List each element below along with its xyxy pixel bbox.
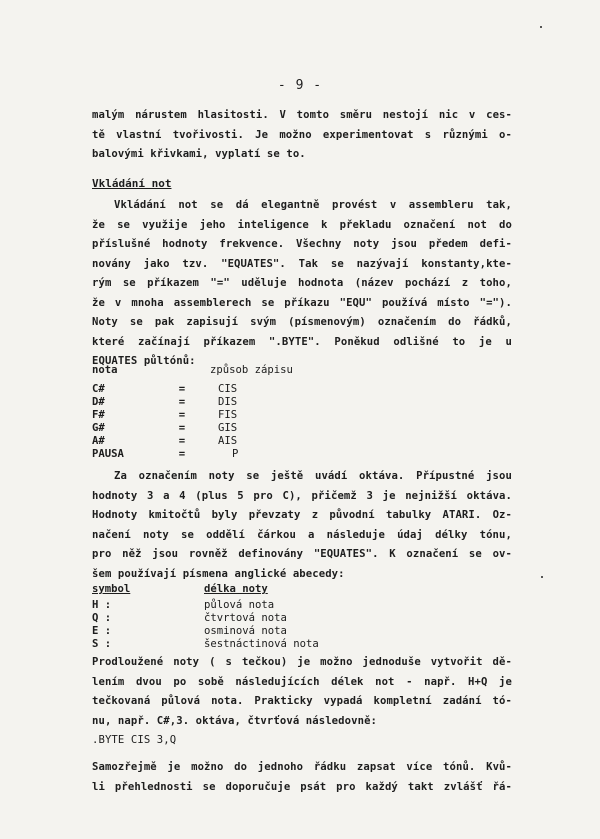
cell-zapis: P: [232, 448, 239, 460]
cell-nota: D#: [92, 396, 105, 408]
section-title: Vkládání not: [92, 177, 172, 190]
header-zapis: způsob zápisu: [210, 364, 293, 376]
duration-table: [92, 583, 319, 651]
paragraph-more-notes: [92, 758, 512, 797]
text-line: že se využije jeho inteligence k překladu označení not do: [92, 218, 512, 231]
text-line: EQUATES půltónů:: [92, 355, 196, 367]
cell-eq: =: [178, 448, 186, 460]
table-row: [92, 448, 293, 461]
table-row: [92, 396, 293, 409]
cell-delka: půlová nota: [204, 599, 275, 611]
page-number: - 9 -: [277, 78, 323, 93]
intro-paragraph: [92, 106, 512, 165]
cell-nota: F#: [92, 409, 105, 421]
header-symbol: symbol: [92, 583, 131, 595]
cell-nota: PAUSA: [92, 448, 124, 460]
text-line: Samozřejmě je možno do jednoho řádku zapsat více tónů. Kvů-: [92, 761, 512, 773]
cell-symbol: H :: [92, 599, 112, 611]
paragraph-octave: [92, 467, 512, 584]
cell-symbol: S :: [92, 638, 112, 650]
cell-zapis: DIS: [218, 396, 238, 408]
cell-symbol: Q :: [92, 612, 112, 624]
text-line: lením dvou po sobě následujících délek not - např. H+Q je: [92, 675, 512, 688]
cell-delka: čtvrtová nota: [204, 612, 287, 624]
text-line: šem používají písmena anglické abecedy:: [92, 567, 345, 580]
table-row: [92, 409, 293, 422]
table-row: [92, 435, 293, 448]
text-line: malým nárustem hlasitosti. V tomto směru nestojí nic v ces-: [92, 109, 512, 121]
cell-eq: =: [178, 396, 186, 408]
code-line: .BYTE CIS 3,Q: [92, 734, 177, 746]
text-line: balovými křivkami, vyplatí se to.: [92, 148, 306, 160]
header-nota: nota: [92, 364, 118, 376]
cell-eq: =: [178, 422, 186, 434]
table-header-row: [92, 364, 293, 377]
table-header-row: [92, 583, 319, 596]
text-line: li přehlednosti se doporučuje psát pro každý takt zvlášť řá-: [92, 780, 512, 793]
cell-zapis: CIS: [218, 383, 238, 395]
text-line: pro něž jsou rovněž definovány "EQUATES". K označení se ov-: [92, 548, 512, 560]
scan-speck: [540, 26, 542, 28]
text-line: tě vlastní tvořivosti. Je možno experimentovat s různými o-: [92, 128, 512, 141]
cell-zapis: GIS: [218, 422, 238, 434]
cell-nota: C#: [92, 383, 105, 395]
cell-zapis: AIS: [218, 435, 238, 447]
text-line: Noty se pak zapisují svým (písmenovým) označením do řádků,: [92, 316, 512, 328]
paragraph-dotted-notes: [92, 653, 512, 731]
table-row: [92, 383, 293, 396]
table-row: [92, 638, 319, 651]
scan-speck: [541, 576, 543, 578]
table-row: [92, 612, 319, 625]
text-line: Hodnoty kmitočtů byly převzaty z původní tabulky ATARI. Oz-: [92, 509, 512, 521]
cell-nota: A#: [92, 435, 105, 447]
text-line: Za označením noty se ještě uvádí oktáva. Přípustné jsou: [114, 470, 512, 482]
cell-delka: osminová nota: [204, 625, 287, 637]
cell-eq: =: [178, 383, 186, 395]
table-row: [92, 422, 293, 435]
cell-eq: =: [178, 409, 186, 421]
text-line: rým se příkazem "=" uděluje hodnota (název pochází z toho,: [92, 277, 512, 289]
cell-delka: šestnáctinová nota: [204, 638, 319, 650]
text-line: načení noty se oddělí čárkou a následuje údaj délky tónu,: [92, 528, 512, 541]
text-line: Prodloužené noty ( s tečkou) je možno jednoduše vytvořit dě-: [92, 656, 512, 668]
header-delka: délka noty: [204, 583, 268, 595]
paragraph-notes-intro: [92, 196, 512, 372]
cell-zapis: FIS: [218, 409, 238, 421]
table-row: [92, 625, 319, 638]
text-line: že v mnoha assemblerech se příkazu "EQU" používá místo "=").: [92, 296, 512, 309]
text-line: které začínají příkazem ".BYTE". Poněkud odlišné to je u: [92, 335, 512, 348]
text-line: příslušné hodnoty frekvence. Všechny noty jsou předem defi-: [92, 238, 512, 250]
text-line: hodnoty 3 a 4 (plus 5 pro C), přičemž 3 je nejnižší oktáva.: [92, 489, 512, 502]
text-line: Vkládání not se dá elegantně provést v assembleru tak,: [114, 199, 512, 211]
cell-eq: =: [178, 435, 186, 447]
cell-nota: G#: [92, 422, 105, 434]
text-line: tečkovaná půlová nota. Prakticky vypadá kompletní zadání tó-: [92, 695, 512, 707]
code-example: [92, 731, 512, 751]
text-line: nu, např. C#,3. oktáva, čtvrťová následovně:: [92, 714, 378, 727]
text-line: novány jako tzv. "EQUATES". Tak se nazývají konstanty,kte-: [92, 257, 512, 270]
cell-symbol: E :: [92, 625, 112, 637]
table-row: [92, 599, 319, 612]
semitone-table: [92, 364, 293, 461]
